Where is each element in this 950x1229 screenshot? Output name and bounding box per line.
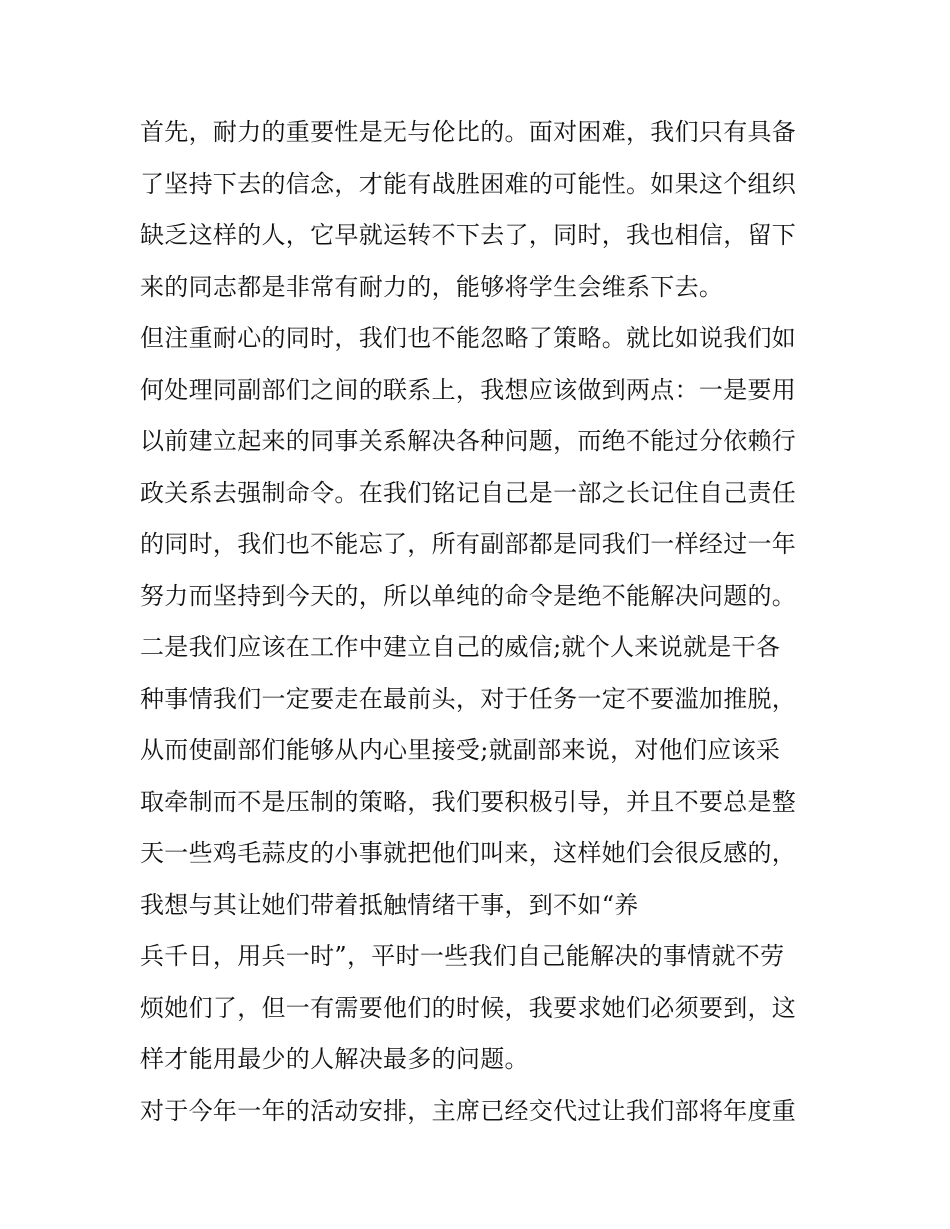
text-line: 以前建立起来的同事关系解决各种问题，而绝不能过分依赖行 — [140, 427, 797, 455]
text-line: 政关系去强制命令。在我们铭记自己是一部之长记住自己责任 — [140, 478, 797, 507]
text-line: 样才能用最少的人解决最多的问题。 — [140, 1045, 529, 1073]
text-line: 我想与其让她们带着抵触情绪干事，到不如“养 — [140, 890, 639, 919]
text-line: 了坚持下去的信念，才能有战胜困难的可能性。如果这个组织 — [140, 169, 797, 198]
text-line: 烦她们了，但一有需要他们的时候，我要求她们必须要到，这 — [140, 993, 797, 1022]
text-line: 种事情我们一定要走在最前头，对于任务一定不要滥加推脱， — [140, 684, 797, 713]
text-line: 兵千日，用兵一时”，平时一些我们自己能解决的事情就不劳 — [140, 942, 785, 970]
body-text — [140, 107, 820, 1137]
text-line: 缺乏这样的人，它早就运转不下去了，同时，我也相信，留下 — [140, 221, 797, 249]
text-line: 来的同志都是非常有耐力的，能够将学生会维系下去。 — [140, 272, 724, 301]
text-line: 取牵制而不是压制的策略，我们要积极引导，并且不要总是整 — [140, 787, 797, 816]
text-line: 的同时，我们也不能忘了，所有副部都是同我们一样经过一年 — [140, 530, 797, 558]
text-line: 但注重耐心的同时，我们也不能忽略了策略。就比如说我们如 — [140, 324, 797, 352]
text-line: 首先，耐力的重要性是无与伦比的。面对困难，我们只有具备 — [140, 118, 797, 146]
text-line: 从而使副部们能够从内心里接受;就副部来说，对他们应该采 — [140, 736, 781, 764]
text-line: 努力而坚持到今天的，所以单纯的命令是绝不能解决问题的。 — [140, 581, 797, 610]
text-line: 二是我们应该在工作中建立自己的威信;就个人来说就是干各 — [140, 633, 781, 661]
text-line: 对于今年一年的活动安排，主席已经交代过让我们部将年度重 — [140, 1096, 797, 1125]
text-line: 何处理同副部们之间的联系上，我想应该做到两点：一是要用 — [140, 375, 797, 404]
text-line: 天一些鸡毛蒜皮的小事就把他们叫来，这样她们会很反感的， — [140, 839, 797, 867]
